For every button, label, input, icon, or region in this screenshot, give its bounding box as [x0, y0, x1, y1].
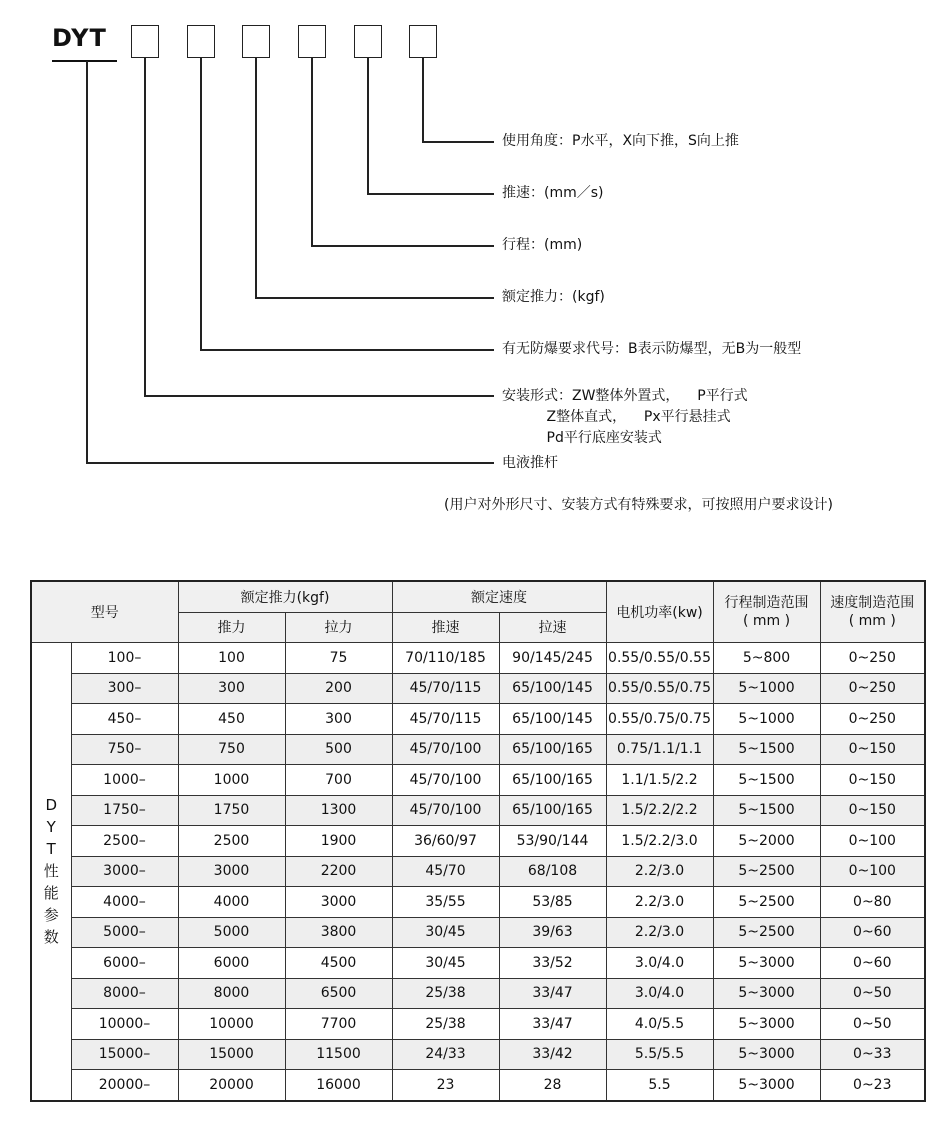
desc-stroke: 行程：(mm)	[502, 237, 583, 253]
cell-model: 8000–	[71, 978, 178, 1009]
cell-pull-speed: 33/47	[499, 978, 606, 1009]
cell-pull-speed: 90/145/245	[499, 643, 606, 674]
cell-push-speed: 45/70/115	[392, 704, 499, 735]
cell-push-speed: 70/110/185	[392, 643, 499, 674]
cell-push-speed: 23	[392, 1070, 499, 1101]
cell-model: 20000–	[71, 1070, 178, 1101]
table-row	[31, 795, 925, 826]
code-box-3	[242, 25, 270, 58]
cell-speed-range: 0~50	[820, 1009, 925, 1040]
cell-motor-power: 2.2/3.0	[606, 887, 713, 918]
table-row	[31, 978, 925, 1009]
desc-usage-angle: 使用角度：P水平，X向下推，S向上推	[502, 133, 739, 149]
cell-speed-range: 0~150	[820, 795, 925, 826]
cell-push-speed: 35/55	[392, 887, 499, 918]
code-box-5	[354, 25, 382, 58]
cell-motor-power: 4.0/5.5	[606, 1009, 713, 1040]
cell-motor-power: 5.5	[606, 1070, 713, 1101]
cell-push-force: 450	[178, 704, 285, 735]
leader-line-1	[144, 58, 146, 396]
cell-motor-power: 1.5/2.2/3.0	[606, 826, 713, 857]
header-motor-power: 电机功率(kw)	[606, 581, 713, 643]
cell-pull-force: 16000	[285, 1070, 392, 1101]
cell-pull-force: 3800	[285, 917, 392, 948]
cell-motor-power: 1.5/2.2/2.2	[606, 795, 713, 826]
model-code-underline	[52, 60, 117, 62]
leader-line-5	[367, 58, 369, 194]
cell-model: 100–	[71, 643, 178, 674]
cell-model: 750–	[71, 734, 178, 765]
table-row	[31, 917, 925, 948]
cell-motor-power: 0.75/1.1/1.1	[606, 734, 713, 765]
cell-speed-range: 0~23	[820, 1070, 925, 1101]
cell-model: 1000–	[71, 765, 178, 796]
table-row	[31, 887, 925, 918]
cell-pull-speed: 33/52	[499, 948, 606, 979]
cell-speed-range: 0~80	[820, 887, 925, 918]
cell-motor-power: 5.5/5.5	[606, 1039, 713, 1070]
custom-design-note: (用户对外形尺寸、安装方式有特殊要求，可按照用户要求设计)	[444, 497, 833, 513]
cell-model: 10000–	[71, 1009, 178, 1040]
cell-model: 1750–	[71, 795, 178, 826]
cell-pull-force: 3000	[285, 887, 392, 918]
cell-pull-speed: 65/100/145	[499, 673, 606, 704]
cell-stroke-range: 5~2500	[713, 856, 820, 887]
cell-speed-range: 0~50	[820, 978, 925, 1009]
leader-line-3-h	[255, 297, 494, 299]
cell-stroke-range: 5~2500	[713, 887, 820, 918]
cell-push-speed: 24/33	[392, 1039, 499, 1070]
table-row	[31, 826, 925, 857]
cell-motor-power: 1.1/1.5/2.2	[606, 765, 713, 796]
table-row	[31, 1039, 925, 1070]
cell-push-force: 20000	[178, 1070, 285, 1101]
cell-speed-range: 0~150	[820, 734, 925, 765]
cell-pull-force: 4500	[285, 948, 392, 979]
cell-push-speed: 45/70/100	[392, 795, 499, 826]
table-row	[31, 673, 925, 704]
leader-line-6-h	[422, 141, 494, 143]
model-code-diagram	[0, 0, 950, 540]
cell-push-speed: 45/70/100	[392, 765, 499, 796]
leader-line-2-h	[200, 349, 494, 351]
cell-stroke-range: 5~1000	[713, 704, 820, 735]
cell-stroke-range: 5~1500	[713, 795, 820, 826]
table-row	[31, 856, 925, 887]
code-box-2	[187, 25, 215, 58]
cell-motor-power: 3.0/4.0	[606, 948, 713, 979]
cell-pull-speed: 28	[499, 1070, 606, 1101]
table-body	[31, 643, 925, 1101]
cell-speed-range: 0~250	[820, 673, 925, 704]
code-box-1	[131, 25, 159, 58]
desc-push-speed: 推速：(mm／s)	[502, 185, 604, 201]
desc-explosion-proof: 有无防爆要求代号：B表示防爆型，无B为一般型	[502, 341, 802, 357]
cell-motor-power: 2.2/3.0	[606, 856, 713, 887]
cell-stroke-range: 5~3000	[713, 978, 820, 1009]
cell-push-speed: 45/70/100	[392, 734, 499, 765]
cell-push-speed: 45/70/115	[392, 673, 499, 704]
cell-stroke-range: 5~2500	[713, 917, 820, 948]
leader-line-6	[422, 58, 424, 142]
cell-pull-force: 1300	[285, 795, 392, 826]
cell-model: 6000–	[71, 948, 178, 979]
cell-speed-range: 0~100	[820, 826, 925, 857]
cell-pull-speed: 65/100/165	[499, 734, 606, 765]
desc-rated-thrust: 额定推力：(kgf)	[502, 289, 605, 305]
table-row	[31, 1009, 925, 1040]
cell-push-force: 2500	[178, 826, 285, 857]
cell-push-force: 5000	[178, 917, 285, 948]
cell-pull-force: 1900	[285, 826, 392, 857]
cell-pull-force: 700	[285, 765, 392, 796]
performance-table	[30, 580, 926, 1102]
cell-motor-power: 0.55/0.55/0.55	[606, 643, 713, 674]
cell-pull-force: 200	[285, 673, 392, 704]
cell-speed-range: 0~60	[820, 917, 925, 948]
table-row	[31, 704, 925, 735]
cell-model: 3000–	[71, 856, 178, 887]
leader-line-4-h	[311, 245, 494, 247]
cell-motor-power: 2.2/3.0	[606, 917, 713, 948]
header-model: 型号	[31, 581, 178, 643]
cell-push-force: 100	[178, 643, 285, 674]
cell-push-speed: 36/60/97	[392, 826, 499, 857]
cell-pull-speed: 65/100/165	[499, 765, 606, 796]
cell-model: 450–	[71, 704, 178, 735]
header-stroke-range: 行程制造范围 ( mm )	[713, 581, 820, 643]
cell-pull-speed: 33/42	[499, 1039, 606, 1070]
cell-pull-speed: 53/85	[499, 887, 606, 918]
cell-pull-speed: 33/47	[499, 1009, 606, 1040]
leader-line-2	[200, 58, 202, 350]
cell-model: 2500–	[71, 826, 178, 857]
cell-speed-range: 0~33	[820, 1039, 925, 1070]
cell-push-force: 750	[178, 734, 285, 765]
code-box-4	[298, 25, 326, 58]
cell-push-force: 1000	[178, 765, 285, 796]
cell-pull-force: 11500	[285, 1039, 392, 1070]
cell-push-speed: 45/70	[392, 856, 499, 887]
cell-pull-force: 300	[285, 704, 392, 735]
cell-push-force: 1750	[178, 795, 285, 826]
cell-stroke-range: 5~1500	[713, 734, 820, 765]
cell-speed-range: 0~60	[820, 948, 925, 979]
cell-pull-speed: 53/90/144	[499, 826, 606, 857]
cell-stroke-range: 5~3000	[713, 1070, 820, 1101]
cell-stroke-range: 5~1000	[713, 673, 820, 704]
cell-speed-range: 0~100	[820, 856, 925, 887]
leader-line-0-h	[86, 462, 494, 464]
cell-model: 15000–	[71, 1039, 178, 1070]
cell-push-force: 8000	[178, 978, 285, 1009]
cell-stroke-range: 5~3000	[713, 1009, 820, 1040]
cell-stroke-range: 5~2000	[713, 826, 820, 857]
cell-motor-power: 3.0/4.0	[606, 978, 713, 1009]
cell-pull-speed: 65/100/145	[499, 704, 606, 735]
cell-motor-power: 0.55/0.55/0.75	[606, 673, 713, 704]
cell-stroke-range: 5~800	[713, 643, 820, 674]
code-box-6	[409, 25, 437, 58]
cell-pull-speed: 39/63	[499, 917, 606, 948]
cell-speed-range: 0~250	[820, 704, 925, 735]
cell-push-force: 4000	[178, 887, 285, 918]
cell-pull-speed: 68/108	[499, 856, 606, 887]
cell-pull-force: 7700	[285, 1009, 392, 1040]
leader-line-5-h	[367, 193, 494, 195]
cell-pull-force: 75	[285, 643, 392, 674]
cell-stroke-range: 5~3000	[713, 948, 820, 979]
cell-push-force: 10000	[178, 1009, 285, 1040]
header-speed-range: 速度制造范围 ( mm )	[820, 581, 925, 643]
cell-push-force: 3000	[178, 856, 285, 887]
cell-push-speed: 30/45	[392, 917, 499, 948]
cell-model: 5000–	[71, 917, 178, 948]
cell-push-force: 300	[178, 673, 285, 704]
header-pull-speed: 拉速	[499, 612, 606, 643]
cell-stroke-range: 5~3000	[713, 1039, 820, 1070]
cell-model: 300–	[71, 673, 178, 704]
model-code-prefix: DYT	[52, 24, 107, 52]
leader-line-1-h	[144, 395, 494, 397]
cell-pull-speed: 65/100/165	[499, 795, 606, 826]
header-rated-speed: 额定速度	[392, 581, 606, 612]
leader-line-0	[86, 61, 88, 463]
cell-pull-force: 500	[285, 734, 392, 765]
header-push-speed: 推速	[392, 612, 499, 643]
cell-push-speed: 30/45	[392, 948, 499, 979]
cell-push-speed: 25/38	[392, 1009, 499, 1040]
cell-stroke-range: 5~1500	[713, 765, 820, 796]
cell-pull-force: 2200	[285, 856, 392, 887]
desc-install-type: 安装形式：ZW整体外置式， P平行式 Z整体直式， Px平行悬挂式 Pd平行底座安装式	[502, 388, 748, 446]
cell-push-speed: 25/38	[392, 978, 499, 1009]
header-rated-thrust: 额定推力(kgf)	[178, 581, 392, 612]
cell-speed-range: 0~150	[820, 765, 925, 796]
cell-model: 4000–	[71, 887, 178, 918]
leader-line-3	[255, 58, 257, 298]
header-pull-force: 拉力	[285, 612, 392, 643]
cell-push-force: 15000	[178, 1039, 285, 1070]
table-row	[31, 1070, 925, 1101]
table-row	[31, 948, 925, 979]
cell-pull-force: 6500	[285, 978, 392, 1009]
cell-push-force: 6000	[178, 948, 285, 979]
header-push-force: 推力	[178, 612, 285, 643]
table-row	[31, 734, 925, 765]
cell-motor-power: 0.55/0.75/0.75	[606, 704, 713, 735]
desc-product-name: 电液推杆	[502, 455, 558, 471]
side-label: D Y T 性 能 参 数	[31, 643, 71, 1101]
leader-line-4	[311, 58, 313, 246]
table-row	[31, 643, 925, 674]
table-row	[31, 765, 925, 796]
cell-speed-range: 0~250	[820, 643, 925, 674]
